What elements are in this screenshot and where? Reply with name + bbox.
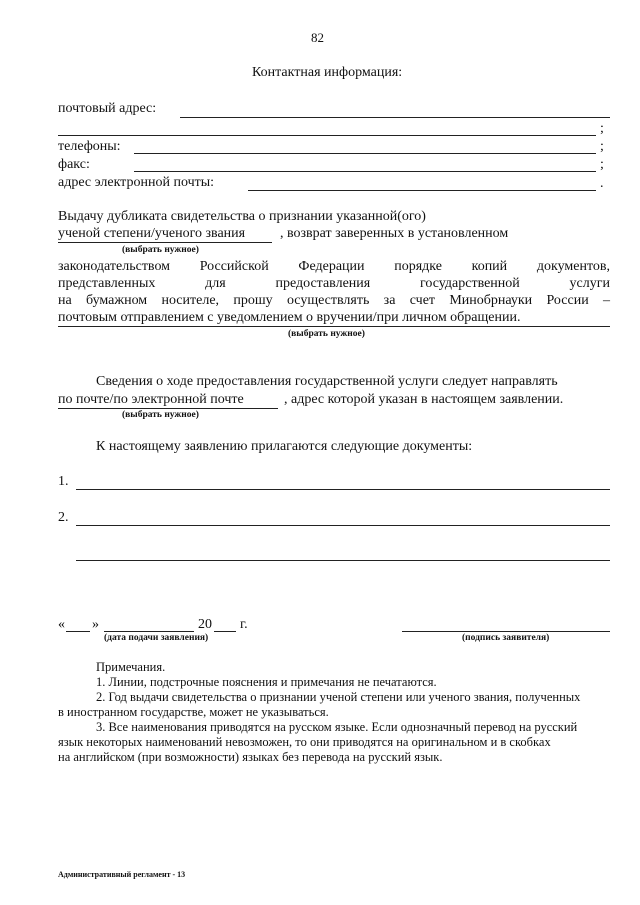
duplicate-line-6-underline [58,326,610,327]
duplicate-choice[interactable]: ученой степени/ученого звания [58,226,246,241]
phones-label: телефоны: [58,139,121,154]
progress-rest: , адрес которой указан в настоящем заявлении. [284,392,564,407]
progress-hint: (выбрать нужное) [122,410,199,420]
postal-address-line-2[interactable] [58,135,596,136]
page-footer: Административный регламент - 13 [58,870,186,879]
date-month-line[interactable] [104,631,194,632]
attachment-item-3-line[interactable] [76,560,610,561]
date-day-line[interactable] [66,631,90,632]
duplicate-line-6[interactable]: почтовым отправлением с уведомлением о вручении/при личном обращении. [58,310,521,325]
attachment-item-2-line[interactable] [76,525,610,526]
email-line[interactable] [248,190,596,191]
date-year-suffix: г. [240,617,248,632]
fax-line[interactable] [134,171,596,172]
signature-caption: (подпись заявителя) [462,633,550,643]
duplicate-hint-1: (выбрать нужное) [122,245,199,255]
note-3-line-3: на английском (при возможности) языках без перевода на русский язык. [58,750,443,764]
note-2-line-2: в иностранном государстве, может не указываться. [58,705,329,719]
duplicate-line-2-rest: , возврат заверенных в установленном [280,226,509,241]
duplicate-hint-2: (выбрать нужное) [288,329,365,339]
note-1: 1. Линии, подстрочные пояснения и примечания не печатаются. [96,675,437,689]
attachments-title: К настоящему заявлению прилагаются следующие документы: [96,439,473,454]
note-2-line-1: 2. Год выдачи свидетельства о признании ученой степени или ученого звания, полученных [96,690,581,704]
duplicate-line-4: представленных для предоставления государственной услуги [58,276,610,291]
signature-line[interactable] [402,631,610,632]
email-label: адрес электронной почты: [58,175,215,190]
duplicate-line-1: Выдачу дубликата свидетельства о признании указанной(ого) [58,209,426,224]
email-period: . [600,176,604,191]
date-year-prefix: 20 [198,617,212,632]
postal-address-line-1[interactable] [180,117,610,118]
note-3-line-2: язык некоторых наименований невозможен, то они приводятся на оригинальном и в скобках [58,735,551,749]
attachment-item-1-number: 1. [58,474,69,489]
notes-title: Примечания. [96,660,166,674]
duplicate-line-3: законодательством Российской Федерации порядке копий документов, [58,259,610,274]
duplicate-line-5: на бумажном носителе, прошу осуществлять за счет Минобрнауки России – [58,293,610,308]
date-caption: (дата подачи заявления) [104,633,209,643]
date-quote-close: » [92,617,99,632]
date-quote-open: « [58,617,65,632]
attachment-item-2-number: 2. [58,510,69,525]
date-year-line[interactable] [214,631,236,632]
progress-line-1: Сведения о ходе предоставления государственной услуги следует направлять [96,374,558,389]
progress-choice[interactable]: по почте/по электронной почте [58,392,244,407]
postal-address-label: почтовый адрес: [58,101,157,116]
fax-semicolon: ; [600,157,604,172]
contacts-title: Контактная информация: [252,65,403,80]
duplicate-choice-underline [58,242,272,243]
note-3-line-1: 3. Все наименования приводятся на русском языке. Если однозначный перевод на русский [96,720,578,734]
fax-label: факс: [58,157,90,172]
phones-line[interactable] [134,153,596,154]
attachment-item-1-line[interactable] [76,489,610,490]
progress-choice-underline [58,408,278,409]
page-number: 82 [311,30,324,45]
phones-semicolon: ; [600,139,604,154]
postal-semicolon: ; [600,121,604,136]
